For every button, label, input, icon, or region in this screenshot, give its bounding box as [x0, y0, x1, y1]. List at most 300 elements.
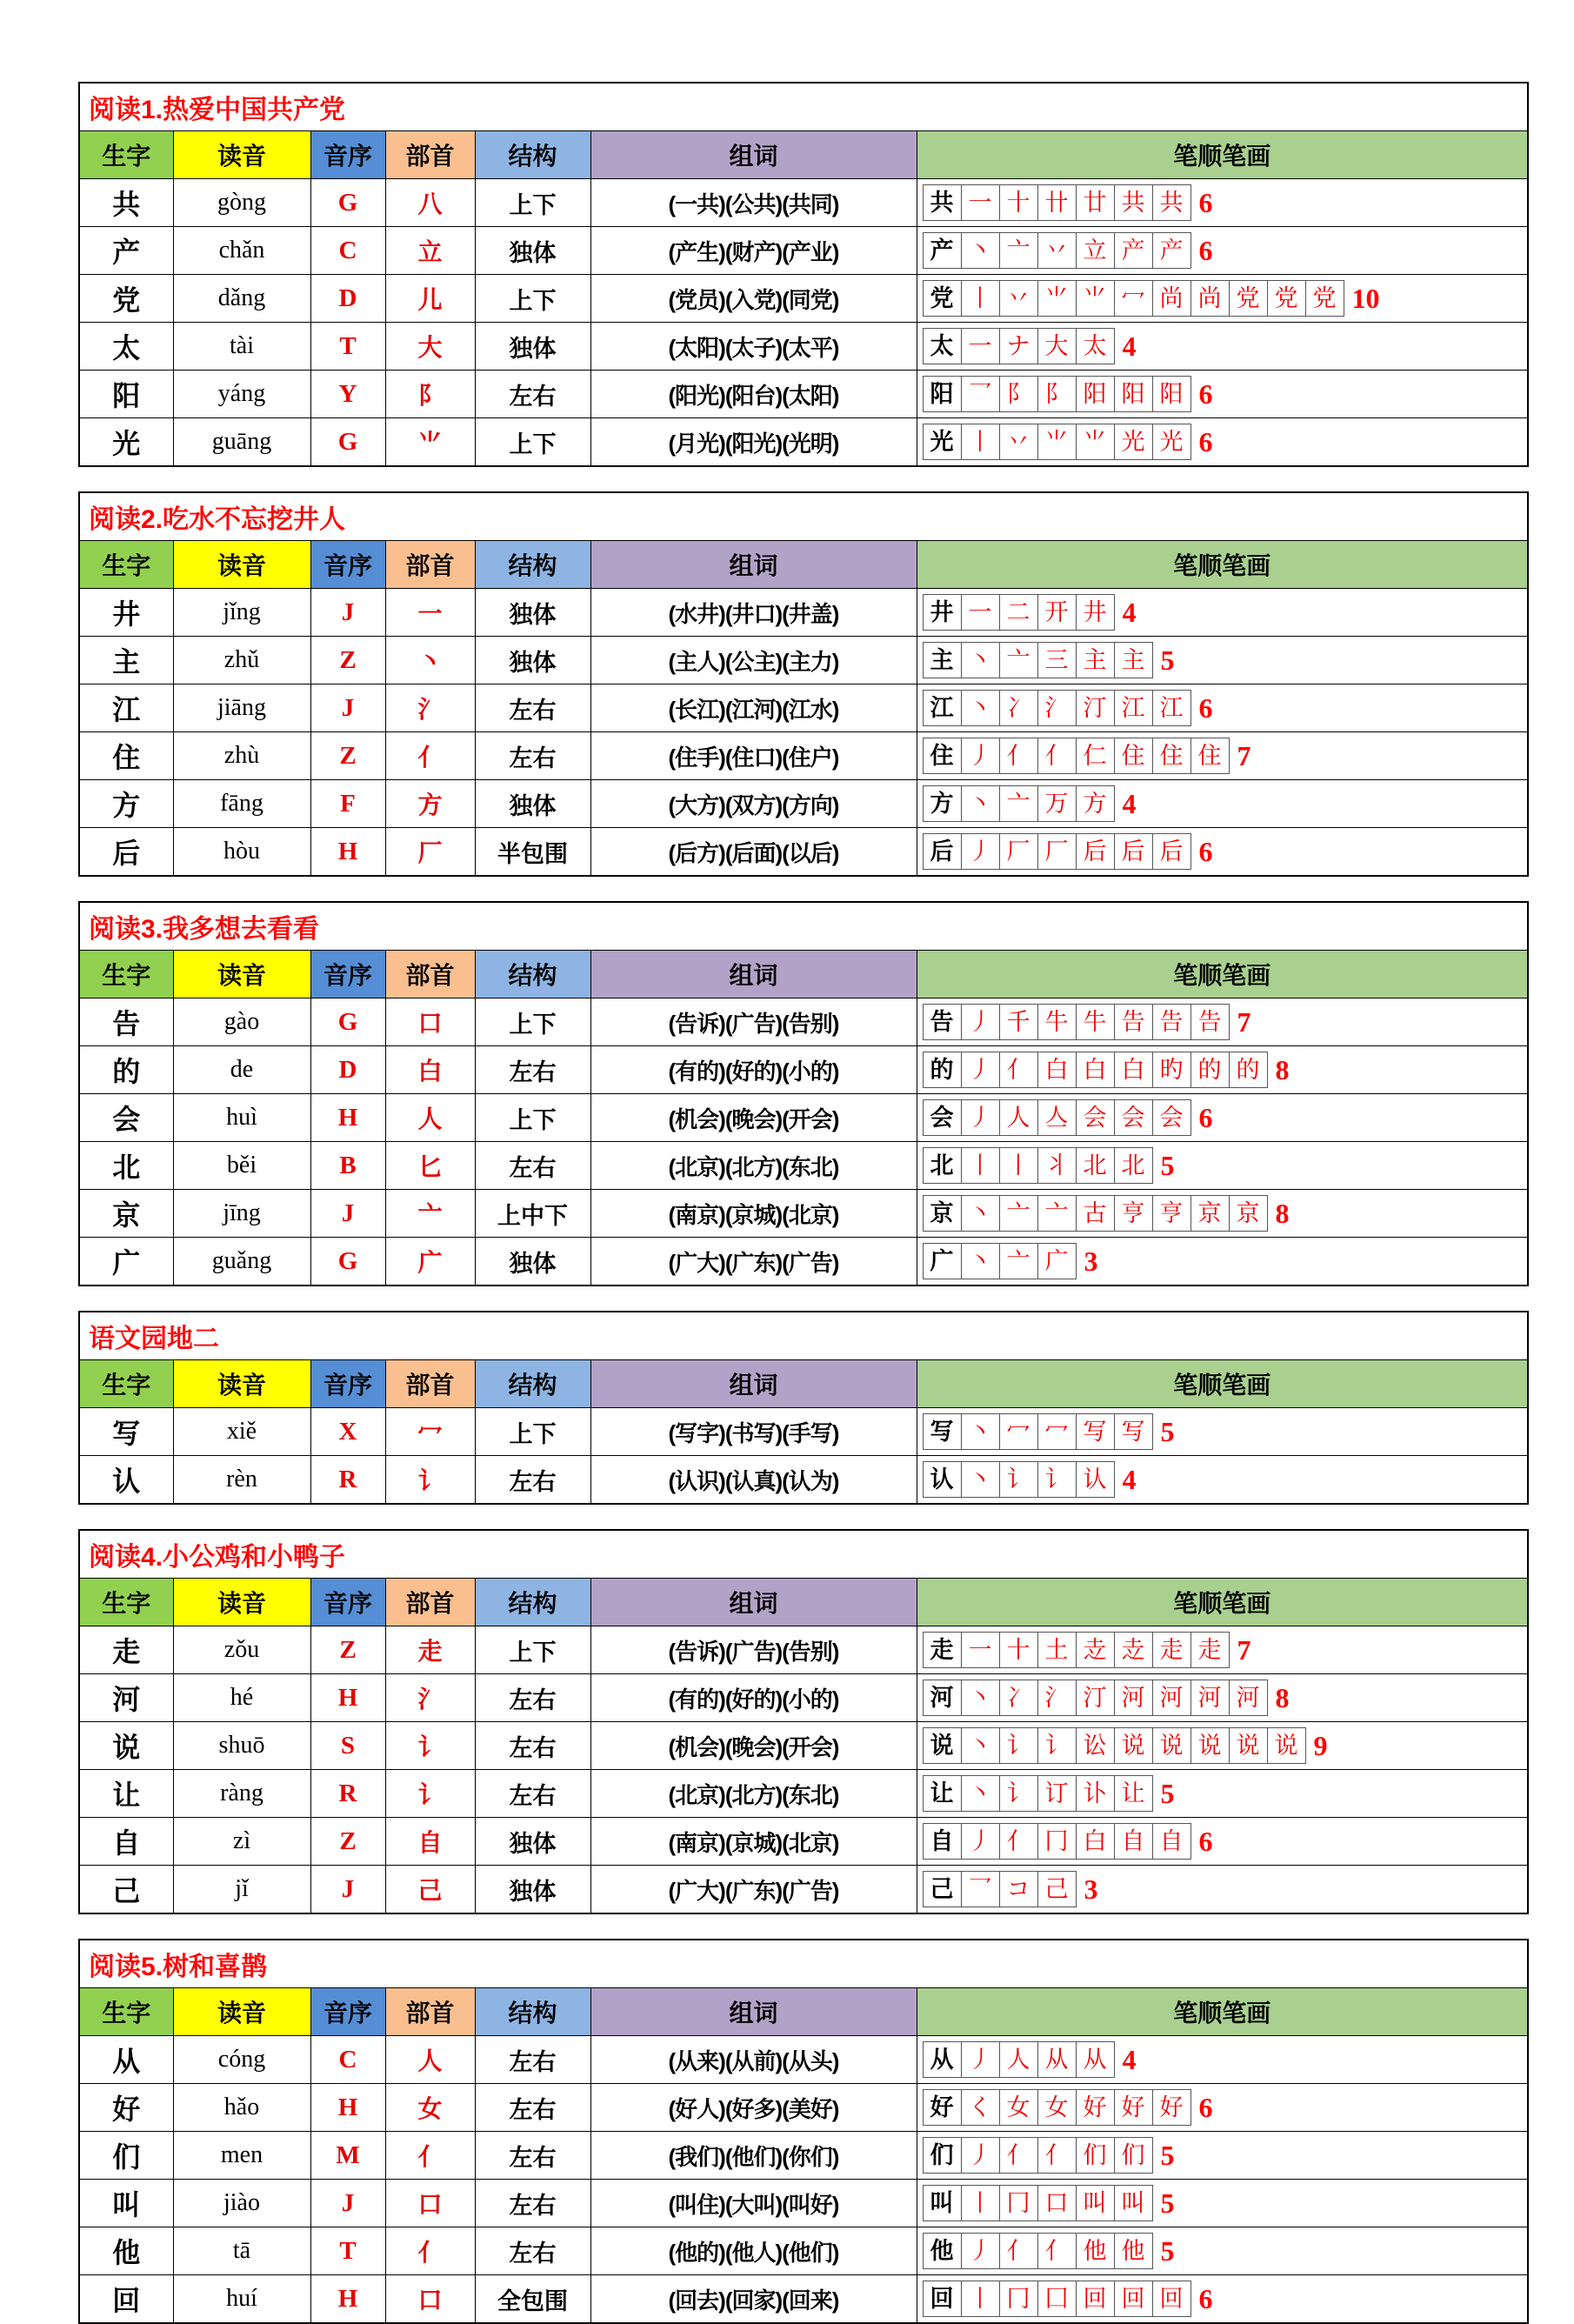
column-header: 笔顺笔画	[917, 131, 1528, 179]
structure-cell: 左右	[475, 1722, 590, 1770]
stroke-box-character: 好	[923, 2089, 962, 2126]
radical-cell: ⺌	[385, 418, 475, 467]
pinyin-cell: de	[173, 1046, 310, 1094]
column-header: 部首	[385, 131, 475, 179]
radical-cell: 口	[385, 2275, 475, 2324]
alphabetical-order-cell: S	[310, 1722, 385, 1770]
character-cell: 方	[79, 780, 173, 828]
alphabetical-order-cell: J	[310, 685, 385, 732]
stroke-box: 住	[1152, 738, 1191, 774]
stroke-box: 亠	[999, 1195, 1038, 1232]
alphabetical-order-cell: F	[310, 780, 385, 828]
stroke-box: ⺌	[1076, 424, 1115, 460]
character-cell: 北	[79, 1142, 173, 1190]
stroke-count: 9	[1313, 1729, 1328, 1761]
stroke-box: 会	[1114, 1099, 1153, 1136]
alphabetical-order-cell: Z	[310, 732, 385, 780]
stroke-box: 冖	[999, 1413, 1038, 1450]
structure-cell: 独体	[475, 1866, 590, 1914]
section-title: 阅读3.我多想去看看	[79, 902, 1528, 951]
word-groups-cell: (太阳)(太子)(太平)	[590, 323, 917, 371]
stroke-box-character: 从	[923, 2041, 962, 2078]
stroke-box: 一	[961, 594, 1000, 631]
stroke-box: 牛	[1037, 1004, 1077, 1040]
section-title: 阅读4.小公鸡和小鸭子	[79, 1530, 1528, 1579]
pinyin-cell: zì	[173, 1818, 310, 1866]
section-table	[78, 491, 1529, 877]
word-groups-cell: (写字)(书写)(手写)	[590, 1408, 917, 1456]
character-row	[79, 637, 1528, 685]
stroke-box: く	[961, 2089, 1000, 2126]
stroke-box: 走	[1152, 1632, 1191, 1668]
alphabetical-order-cell: C	[310, 227, 385, 275]
character-cell: 广	[79, 1238, 173, 1286]
stroke-box-character: 告	[923, 1004, 962, 1040]
character-row	[79, 275, 1528, 323]
stroke-box: 讣	[1076, 1775, 1115, 1812]
stroke-count: 5	[1160, 1777, 1175, 1809]
pinyin-cell: cóng	[173, 2036, 310, 2084]
stroke-box: 河	[1229, 1680, 1268, 1716]
radical-cell: 方	[385, 780, 475, 828]
stroke-count: 4	[1122, 596, 1137, 628]
structure-cell: 左右	[475, 1142, 590, 1190]
radical-cell: 讠	[385, 1456, 475, 1505]
stroke-box: 后	[1076, 833, 1115, 870]
character-row	[79, 998, 1528, 1046]
stroke-box: 冂	[999, 2281, 1038, 2317]
alphabetical-order-cell: G	[310, 179, 385, 227]
stroke-box: 后	[1152, 833, 1191, 870]
alphabetical-order-cell: H	[310, 1094, 385, 1142]
stroke-box: 说	[1267, 1727, 1306, 1764]
stroke-box: 讠	[1037, 1461, 1077, 1498]
stroke-box: 好	[1114, 2089, 1153, 2126]
word-groups-cell: (产生)(财产)(产业)	[590, 227, 917, 275]
stroke-box: 丨	[961, 2185, 1000, 2221]
word-groups-cell: (好人)(好多)(美好)	[590, 2084, 917, 2132]
character-row	[79, 323, 1528, 371]
column-header: 生字	[79, 131, 173, 179]
stroke-box: 讠	[1037, 1727, 1077, 1764]
pinyin-cell: gòng	[173, 179, 310, 227]
structure-cell: 半包围	[475, 828, 590, 877]
stroke-box: 丨	[961, 280, 1000, 317]
stroke-count: 5	[1160, 1149, 1175, 1181]
pinyin-cell: jiāng	[173, 685, 310, 732]
stroke-order-cell	[917, 418, 1528, 467]
word-groups-cell: (阳光)(阳台)(太阳)	[590, 371, 917, 418]
character-cell: 写	[79, 1408, 173, 1456]
stroke-box: 产	[1114, 232, 1153, 269]
radical-cell: 大	[385, 323, 475, 371]
column-header: 结构	[475, 951, 590, 998]
stroke-count: 8	[1275, 1681, 1290, 1713]
column-header: 组词	[590, 951, 917, 998]
character-cell: 河	[79, 1674, 173, 1722]
stroke-box: 阝	[999, 376, 1038, 412]
word-groups-cell: (有的)(好的)(小的)	[590, 1674, 917, 1722]
column-header: 音序	[310, 131, 385, 179]
stroke-box: 丨	[961, 424, 1000, 460]
stroke-box-character: 河	[923, 1680, 962, 1716]
pinyin-cell: yáng	[173, 371, 310, 418]
stroke-count: 8	[1275, 1053, 1290, 1085]
radical-cell: 氵	[385, 685, 475, 732]
structure-cell: 上下	[475, 275, 590, 323]
word-groups-cell: (机会)(晚会)(开会)	[590, 1094, 917, 1142]
word-groups-cell: (后方)(后面)(以后)	[590, 828, 917, 877]
alphabetical-order-cell: J	[310, 589, 385, 637]
character-row	[79, 1722, 1528, 1770]
stroke-box: 亠	[1037, 1195, 1077, 1232]
stroke-box: 叫	[1076, 2185, 1115, 2221]
stroke-box-character: 共	[923, 184, 962, 221]
character-cell: 好	[79, 2084, 173, 2132]
stroke-box-character: 认	[923, 1461, 962, 1498]
stroke-order-cell	[917, 323, 1528, 371]
stroke-box: 人	[999, 1099, 1038, 1136]
pinyin-cell: fāng	[173, 780, 310, 828]
stroke-box: 旳	[1152, 1052, 1191, 1088]
stroke-box: 党	[1267, 280, 1306, 317]
sections-container	[78, 82, 1574, 2324]
alphabetical-order-cell: T	[310, 2227, 385, 2275]
stroke-box: 从	[1076, 2041, 1115, 2078]
word-groups-cell: (一共)(公共)(共同)	[590, 179, 917, 227]
stroke-box: 丶	[961, 1461, 1000, 1498]
character-row	[79, 371, 1528, 418]
stroke-order-cell	[917, 1770, 1528, 1818]
alphabetical-order-cell: D	[310, 275, 385, 323]
stroke-box: 订	[1037, 1775, 1077, 1812]
pinyin-cell: hòu	[173, 828, 310, 877]
section-table	[78, 901, 1529, 1286]
structure-cell: 左右	[475, 371, 590, 418]
word-groups-cell: (他的)(他人)(他们)	[590, 2227, 917, 2275]
stroke-box: 丨	[999, 1147, 1038, 1184]
structure-cell: 上下	[475, 179, 590, 227]
structure-cell: 左右	[475, 1456, 590, 1505]
stroke-box-character: 阳	[923, 376, 962, 412]
word-groups-cell: (认识)(认真)(认为)	[590, 1456, 917, 1505]
stroke-box-character: 他	[923, 2233, 962, 2269]
stroke-order-cell	[917, 1818, 1528, 1866]
alphabetical-order-cell: G	[310, 998, 385, 1046]
pinyin-cell: jǐ	[173, 1866, 310, 1914]
character-cell: 井	[79, 589, 173, 637]
stroke-box: ナ	[999, 328, 1038, 364]
stroke-count: 10	[1351, 282, 1380, 314]
alphabetical-order-cell: B	[310, 1142, 385, 1190]
stroke-box: 共	[1114, 184, 1153, 221]
structure-cell: 左右	[475, 2084, 590, 2132]
stroke-box: 太	[1076, 328, 1115, 364]
stroke-box: 告	[1152, 1004, 1191, 1040]
stroke-box: 丿	[961, 2233, 1000, 2269]
stroke-box: 井	[1076, 594, 1115, 631]
stroke-box: 讼	[1076, 1727, 1115, 1764]
stroke-box: 河	[1114, 1680, 1153, 1716]
word-groups-cell: (住手)(住口)(住户)	[590, 732, 917, 780]
stroke-box: 冖	[1114, 280, 1153, 317]
stroke-box: 自	[1152, 1823, 1191, 1860]
pinyin-cell: zǒu	[173, 1626, 310, 1674]
pinyin-cell: tā	[173, 2227, 310, 2275]
alphabetical-order-cell: Z	[310, 637, 385, 685]
stroke-box: 后	[1114, 833, 1153, 870]
stroke-box: 丷	[999, 280, 1038, 317]
stroke-box: 河	[1191, 1680, 1230, 1716]
stroke-box-character: 方	[923, 785, 962, 822]
character-cell: 共	[79, 179, 173, 227]
stroke-box: 牛	[1076, 1004, 1115, 1040]
stroke-box: 亻	[999, 1823, 1038, 1860]
alphabetical-order-cell: T	[310, 323, 385, 371]
stroke-count: 6	[1198, 2091, 1213, 2123]
stroke-box: 们	[1114, 2137, 1153, 2174]
stroke-box: 写	[1076, 1413, 1115, 1450]
radical-cell: 冖	[385, 1408, 475, 1456]
column-header: 音序	[310, 951, 385, 998]
stroke-box-character: 们	[923, 2137, 962, 2174]
stroke-count: 6	[1198, 1101, 1213, 1133]
pinyin-cell: chǎn	[173, 227, 310, 275]
character-cell: 太	[79, 323, 173, 371]
stroke-box: 让	[1114, 1775, 1153, 1812]
column-header: 读音	[173, 1579, 310, 1626]
column-header: 生字	[79, 1360, 173, 1408]
section-table	[78, 1939, 1529, 2324]
alphabetical-order-cell: Z	[310, 1818, 385, 1866]
stroke-box: 丿	[961, 738, 1000, 774]
stroke-box: 住	[1191, 738, 1230, 774]
column-header: 生字	[79, 951, 173, 998]
character-cell: 们	[79, 2132, 173, 2180]
stroke-box: 河	[1152, 1680, 1191, 1716]
stroke-box-character: 后	[923, 833, 962, 870]
stroke-box: 亠	[999, 642, 1038, 678]
character-cell: 告	[79, 998, 173, 1046]
pinyin-cell: jǐng	[173, 589, 310, 637]
character-cell: 走	[79, 1626, 173, 1674]
stroke-order-cell	[917, 685, 1528, 732]
radical-cell: 讠	[385, 1770, 475, 1818]
stroke-box: 亻	[999, 1052, 1038, 1088]
stroke-box: 阳	[1152, 376, 1191, 412]
alphabetical-order-cell: R	[310, 1456, 385, 1505]
stroke-count: 4	[1122, 330, 1137, 362]
stroke-order-cell	[917, 371, 1528, 418]
stroke-box: 江	[1114, 690, 1153, 726]
pinyin-cell: gào	[173, 998, 310, 1046]
alphabetical-order-cell: J	[310, 2180, 385, 2227]
stroke-box: 开	[1037, 594, 1077, 631]
pinyin-cell: xiě	[173, 1408, 310, 1456]
pinyin-cell: jīng	[173, 1190, 310, 1238]
structure-cell: 左右	[475, 1770, 590, 1818]
stroke-count: 7	[1237, 1633, 1251, 1666]
stroke-box: 一	[961, 1632, 1000, 1668]
character-row	[79, 2132, 1528, 2180]
stroke-order-cell	[917, 2180, 1528, 2227]
stroke-box: 说	[1114, 1727, 1153, 1764]
radical-cell: 亻	[385, 732, 475, 780]
stroke-box: 丶	[961, 1195, 1000, 1232]
column-header: 读音	[173, 1988, 310, 2036]
structure-cell: 上下	[475, 418, 590, 467]
stroke-order-cell	[917, 1190, 1528, 1238]
stroke-box-character: 说	[923, 1727, 962, 1764]
stroke-box: 讠	[999, 1775, 1038, 1812]
character-row	[79, 1456, 1528, 1505]
stroke-box-character: 井	[923, 594, 962, 631]
character-row	[79, 2036, 1528, 2084]
stroke-count: 7	[1237, 1005, 1251, 1038]
stroke-box-character: 江	[923, 690, 962, 726]
stroke-box: 会	[1076, 1099, 1115, 1136]
stroke-box: 人	[999, 2041, 1038, 2078]
stroke-box: 千	[999, 1004, 1038, 1040]
stroke-count: 6	[1198, 835, 1213, 867]
column-header: 组词	[590, 1360, 917, 1408]
column-header: 笔顺笔画	[917, 1360, 1528, 1408]
character-row	[79, 1818, 1528, 1866]
stroke-box: 共	[1152, 184, 1191, 221]
stroke-box-character: 党	[923, 280, 962, 317]
stroke-order-cell	[917, 1626, 1528, 1674]
stroke-box-character: 走	[923, 1632, 962, 1668]
character-row	[79, 2275, 1528, 2324]
stroke-box: 丿	[961, 833, 1000, 870]
radical-cell: 厂	[385, 828, 475, 877]
character-cell: 回	[79, 2275, 173, 2324]
stroke-count: 4	[1122, 1463, 1137, 1495]
stroke-box: 白	[1076, 1823, 1115, 1860]
stroke-box: 亻	[1037, 738, 1077, 774]
stroke-box: 亻	[999, 2137, 1038, 2174]
stroke-box: 白	[1114, 1052, 1153, 1088]
stroke-box: 丶	[961, 1413, 1000, 1450]
character-row	[79, 780, 1528, 828]
radical-cell: 人	[385, 1094, 475, 1142]
stroke-box: 光	[1114, 424, 1153, 460]
stroke-box: 北	[1114, 1147, 1153, 1184]
character-cell: 主	[79, 637, 173, 685]
structure-cell: 上下	[475, 1408, 590, 1456]
stroke-box: 丿	[961, 2041, 1000, 2078]
stroke-box: 说	[1229, 1727, 1268, 1764]
radical-cell: 儿	[385, 275, 475, 323]
stroke-box: 党	[1305, 280, 1344, 317]
column-header: 结构	[475, 1988, 590, 2036]
radical-cell: 八	[385, 179, 475, 227]
stroke-count: 8	[1275, 1197, 1290, 1229]
pinyin-cell: rèn	[173, 1456, 310, 1505]
pinyin-cell: tài	[173, 323, 310, 371]
word-groups-cell: (广大)(广东)(广告)	[590, 1866, 917, 1914]
stroke-box: 尚	[1152, 280, 1191, 317]
stroke-box: 走	[1191, 1632, 1230, 1668]
stroke-box: 好	[1152, 2089, 1191, 2126]
character-row	[79, 828, 1528, 877]
column-header: 部首	[385, 1579, 475, 1626]
stroke-box-character: 光	[923, 424, 962, 460]
word-groups-cell: (告诉)(广告)(告别)	[590, 1626, 917, 1674]
stroke-box: 赱	[1076, 1632, 1115, 1668]
radical-cell: 丶	[385, 637, 475, 685]
column-header: 组词	[590, 1579, 917, 1626]
structure-cell: 上下	[475, 998, 590, 1046]
word-groups-cell: (叫住)(大叫)(叫好)	[590, 2180, 917, 2227]
stroke-order-cell	[917, 275, 1528, 323]
pinyin-cell: men	[173, 2132, 310, 2180]
stroke-box: 女	[999, 2089, 1038, 2126]
character-cell: 认	[79, 1456, 173, 1505]
radical-cell: 女	[385, 2084, 475, 2132]
stroke-box: 广	[1037, 1243, 1077, 1279]
section-title: 阅读5.树和喜鹊	[79, 1940, 1528, 1988]
column-header: 笔顺笔画	[917, 541, 1528, 589]
column-header: 结构	[475, 1360, 590, 1408]
stroke-order-cell	[917, 179, 1528, 227]
radical-cell: 亠	[385, 1190, 475, 1238]
alphabetical-order-cell: H	[310, 828, 385, 877]
stroke-box: 万	[1037, 785, 1077, 822]
stroke-box: 汀	[1076, 690, 1115, 726]
stroke-box-character: 己	[923, 1871, 962, 1907]
structure-cell: 上下	[475, 1626, 590, 1674]
word-groups-cell: (水井)(井口)(井盖)	[590, 589, 917, 637]
stroke-box: 丿	[961, 1823, 1000, 1860]
stroke-box: 讠	[999, 1461, 1038, 1498]
stroke-box: 乛	[961, 376, 1000, 412]
stroke-box: 氵	[1037, 1680, 1077, 1716]
stroke-box-character: 自	[923, 1823, 962, 1860]
stroke-box: 丬	[1037, 1147, 1077, 1184]
structure-cell: 左右	[475, 732, 590, 780]
pinyin-cell: shuō	[173, 1722, 310, 1770]
radical-cell: 口	[385, 998, 475, 1046]
stroke-count: 6	[1198, 377, 1213, 410]
stroke-box: 产	[1152, 232, 1191, 269]
character-cell: 他	[79, 2227, 173, 2275]
section-title: 阅读1.热爱中国共产党	[79, 83, 1528, 131]
stroke-count: 6	[1198, 2282, 1213, 2314]
radical-cell: 白	[385, 1046, 475, 1094]
structure-cell: 左右	[475, 1674, 590, 1722]
alphabetical-order-cell: G	[310, 1238, 385, 1286]
stroke-box: 一	[961, 184, 1000, 221]
pinyin-cell: běi	[173, 1142, 310, 1190]
stroke-box: 说	[1191, 1727, 1230, 1764]
radical-cell: 口	[385, 2180, 475, 2227]
word-groups-cell: (长江)(江河)(江水)	[590, 685, 917, 732]
stroke-box-character: 会	[923, 1099, 962, 1136]
alphabetical-order-cell: R	[310, 1770, 385, 1818]
stroke-box: 写	[1114, 1413, 1153, 1450]
character-cell: 从	[79, 2036, 173, 2084]
pinyin-cell: zhǔ	[173, 637, 310, 685]
stroke-order-cell	[917, 2084, 1528, 2132]
character-row	[79, 1626, 1528, 1674]
column-header: 组词	[590, 1988, 917, 2036]
word-groups-cell: (大方)(双方)(方向)	[590, 780, 917, 828]
word-groups-cell: (南京)(京城)(北京)	[590, 1190, 917, 1238]
stroke-box: 他	[1076, 2233, 1115, 2269]
word-groups-cell: (从来)(从前)(从头)	[590, 2036, 917, 2084]
stroke-box-character: 产	[923, 232, 962, 269]
